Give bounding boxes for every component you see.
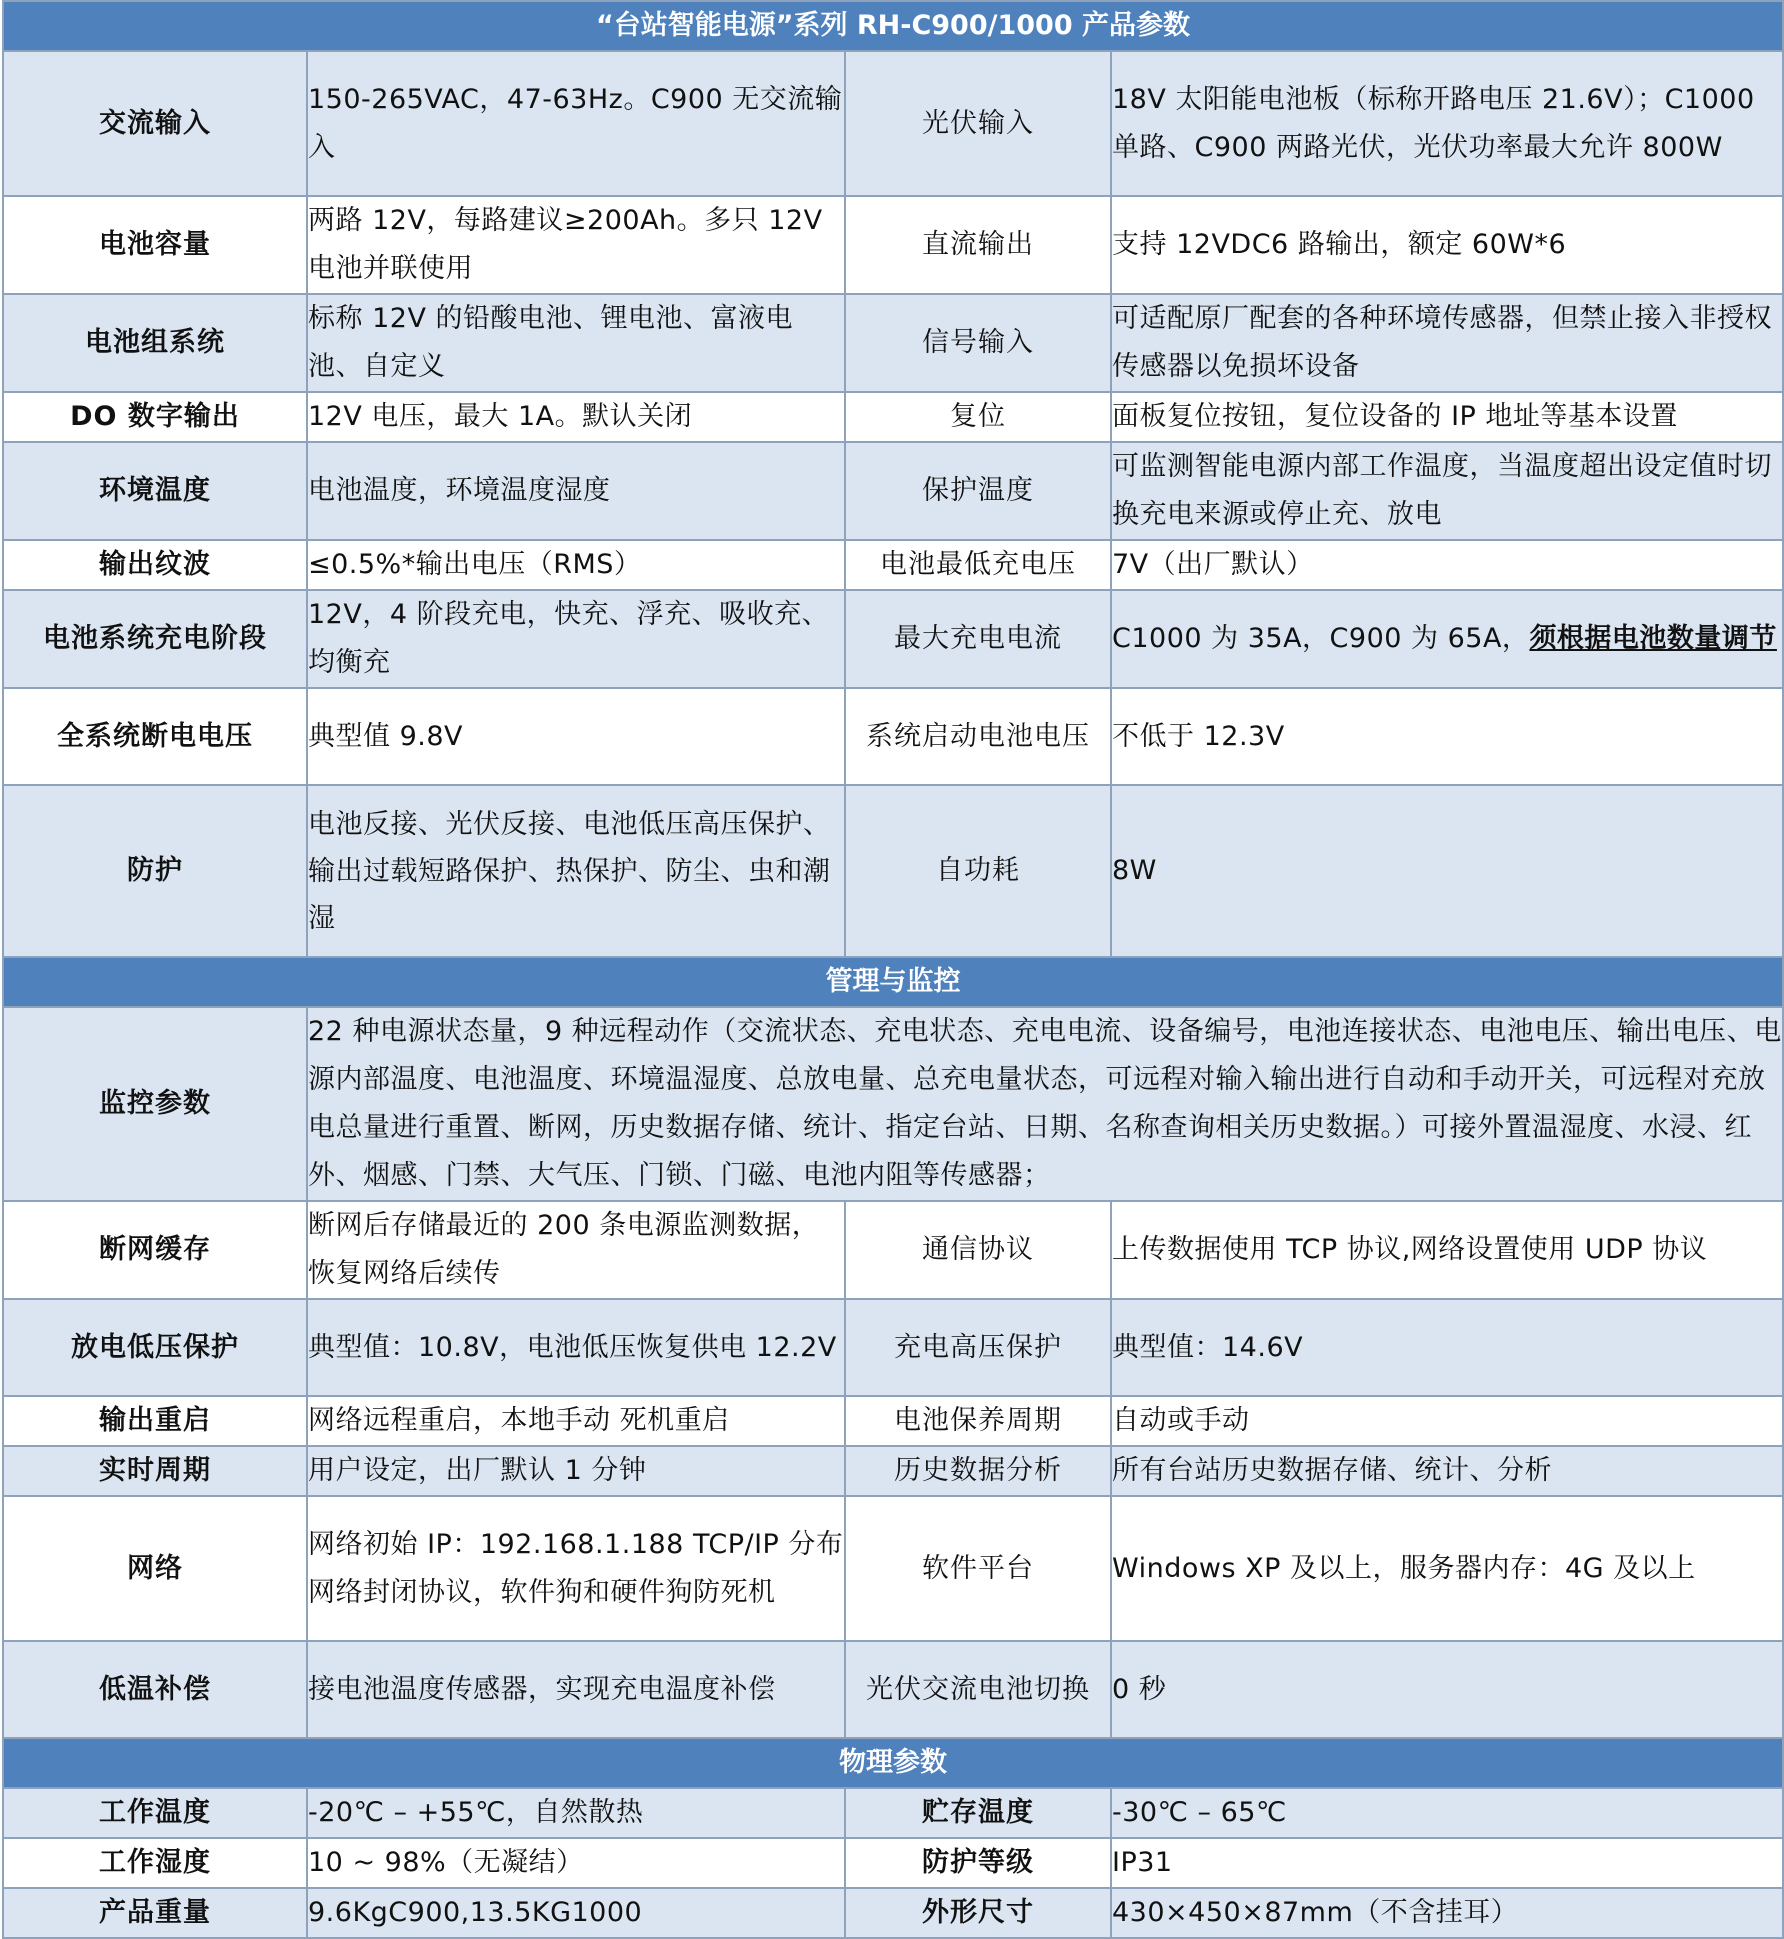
row-label: 光伏输入 (845, 51, 1111, 196)
row-value: 电池反接、光伏反接、电池低压高压保护、输出过载短路保护、热保护、防尘、虫和潮湿 (307, 785, 845, 957)
row-value: 430×450×87mm（不含挂耳） (1111, 1888, 1783, 1938)
row-label: 自功耗 (845, 785, 1111, 957)
table-row (3, 196, 1783, 294)
row-value: 自动或手动 (1111, 1396, 1783, 1446)
table-row (3, 1007, 1783, 1201)
row-value: 网络初始 IP：192.168.1.188 TCP/IP 分布网络封闭协议，软件狗和硬件狗防死机 (307, 1496, 845, 1641)
row-label: 工作温度 (3, 1788, 307, 1838)
row-label: 输出纹波 (3, 540, 307, 590)
row-value: 18V 太阳能电池板（标称开路电压 21.6V）；C1000 单路、C900 两路光伏，光伏功率最大允许 800W (1111, 51, 1783, 196)
table-row (3, 1641, 1783, 1738)
table-row (3, 1496, 1783, 1641)
row-label: 低温补偿 (3, 1641, 307, 1738)
row-label: 电池最低充电压 (845, 540, 1111, 590)
row-value: 所有台站历史数据存储、统计、分析 (1111, 1446, 1783, 1496)
row-value-with-emphasis (1111, 590, 1783, 688)
row-value: 面板复位按钮，复位设备的 IP 地址等基本设置 (1111, 392, 1783, 442)
row-value: 可监测智能电源内部工作温度，当温度超出设定值时切换充电来源或停止充、放电 (1111, 442, 1783, 540)
row-value: ≤0.5%*输出电压（RMS） (307, 540, 845, 590)
section-header-row (3, 1738, 1783, 1788)
table-row (3, 590, 1783, 688)
table-row (3, 688, 1783, 785)
row-value: 7V（出厂默认） (1111, 540, 1783, 590)
row-value: 接电池温度传感器，实现充电温度补偿 (307, 1641, 845, 1738)
row-label: 复位 (845, 392, 1111, 442)
row-value: 典型值：14.6V (1111, 1299, 1783, 1396)
row-label: 环境温度 (3, 442, 307, 540)
row-value: Windows XP 及以上，服务器内存：4G 及以上 (1111, 1496, 1783, 1641)
row-value: 典型值：10.8V，电池低压恢复供电 12.2V (307, 1299, 845, 1396)
row-label: 防护等级 (845, 1838, 1111, 1888)
table-row (3, 442, 1783, 540)
row-label: 信号输入 (845, 294, 1111, 392)
row-value-text: C1000 为 35A，C900 为 65A， (1112, 623, 1530, 654)
row-value: 电池温度，环境温度湿度 (307, 442, 845, 540)
row-value: 用户设定，出厂默认 1 分钟 (307, 1446, 845, 1496)
row-label: 工作湿度 (3, 1838, 307, 1888)
row-value: 标称 12V 的铅酸电池、锂电池、富液电池、自定义 (307, 294, 845, 392)
table-title: “台站智能电源”系列 RH-C900/1000 产品参数 (3, 1, 1783, 51)
table-row (3, 1299, 1783, 1396)
row-value: 上传数据使用 TCP 协议,网络设置使用 UDP 协议 (1111, 1201, 1783, 1299)
row-label: 光伏交流电池切换 (845, 1641, 1111, 1738)
row-value: 22 种电源状态量，9 种远程动作（交流状态、充电状态、充电电流、设备编号，电池连接状态、电池电压、输出电压、电源内部温度、电池温度、环境温湿度、总放电量、总充电量状态，可远程对输入输出进行自动和手动开关，可远程对充放电总量进行重置、断网，历史数据存储、统计、指定台站、日期、名称查询相关历史数据。）可接外置温湿度、水浸、红外、烟感、门禁、大气压、门锁、门磁、电池内阻等传感器； (307, 1007, 1783, 1201)
row-label: 电池系统充电阶段 (3, 590, 307, 688)
row-value: 12V，4 阶段充电，快充、浮充、吸收充、均衡充 (307, 590, 845, 688)
row-value: 支持 12VDC6 路输出，额定 60W*6 (1111, 196, 1783, 294)
row-value: 典型值 9.8V (307, 688, 845, 785)
table-row (3, 540, 1783, 590)
row-label: 实时周期 (3, 1446, 307, 1496)
row-value: 可适配原厂配套的各种环境传感器，但禁止接入非授权传感器以免损坏设备 (1111, 294, 1783, 392)
row-value: 10 ~ 98%（无凝结） (307, 1838, 845, 1888)
table-row (3, 51, 1783, 196)
row-value: 不低于 12.3V (1111, 688, 1783, 785)
row-label: 放电低压保护 (3, 1299, 307, 1396)
row-label: DO 数字输出 (3, 392, 307, 442)
row-value: 网络远程重启，本地手动 死机重启 (307, 1396, 845, 1446)
row-value: -30℃ – 65℃ (1111, 1788, 1783, 1838)
row-label: 防护 (3, 785, 307, 957)
row-label: 保护温度 (845, 442, 1111, 540)
row-label: 监控参数 (3, 1007, 307, 1201)
table-row (3, 1396, 1783, 1446)
table-row (3, 1838, 1783, 1888)
row-label: 历史数据分析 (845, 1446, 1111, 1496)
section-header-row (3, 957, 1783, 1007)
section-title: 物理参数 (3, 1738, 1783, 1788)
table-row (3, 1446, 1783, 1496)
table-row (3, 294, 1783, 392)
row-value: 150-265VAC，47-63Hz。C900 无交流输入 (307, 51, 845, 196)
row-label: 电池保养周期 (845, 1396, 1111, 1446)
row-label: 外形尺寸 (845, 1888, 1111, 1938)
spec-table (2, 0, 1784, 1939)
row-label: 直流输出 (845, 196, 1111, 294)
row-value: IP31 (1111, 1838, 1783, 1888)
row-value: 12V 电压，最大 1A。默认关闭 (307, 392, 845, 442)
row-value: 0 秒 (1111, 1641, 1783, 1738)
table-row (3, 1201, 1783, 1299)
row-value: 两路 12V，每路建议≥200Ah。多只 12V 电池并联使用 (307, 196, 845, 294)
row-label: 全系统断电电压 (3, 688, 307, 785)
row-label: 交流输入 (3, 51, 307, 196)
row-label: 电池容量 (3, 196, 307, 294)
row-label: 产品重量 (3, 1888, 307, 1938)
row-label: 输出重启 (3, 1396, 307, 1446)
table-row (3, 1888, 1783, 1938)
row-label: 断网缓存 (3, 1201, 307, 1299)
row-label: 通信协议 (845, 1201, 1111, 1299)
section-title: 管理与监控 (3, 957, 1783, 1007)
row-value: -20℃ – +55℃，自然散热 (307, 1788, 845, 1838)
row-label: 最大充电电流 (845, 590, 1111, 688)
row-label: 电池组系统 (3, 294, 307, 392)
title-row (3, 1, 1783, 51)
row-value: 8W (1111, 785, 1783, 957)
spec-sheet (2, 0, 1782, 1939)
row-label: 充电高压保护 (845, 1299, 1111, 1396)
row-label: 系统启动电池电压 (845, 688, 1111, 785)
row-value: 9.6KgC900,13.5KG1000 (307, 1888, 845, 1938)
row-label: 网络 (3, 1496, 307, 1641)
row-label: 贮存温度 (845, 1788, 1111, 1838)
row-label: 软件平台 (845, 1496, 1111, 1641)
table-row (3, 785, 1783, 957)
row-value: 断网后存储最近的 200 条电源监测数据，恢复网络后续传 (307, 1201, 845, 1299)
emphasis-note: 须根据电池数量调节 (1529, 623, 1777, 654)
table-row (3, 1788, 1783, 1838)
table-row (3, 392, 1783, 442)
